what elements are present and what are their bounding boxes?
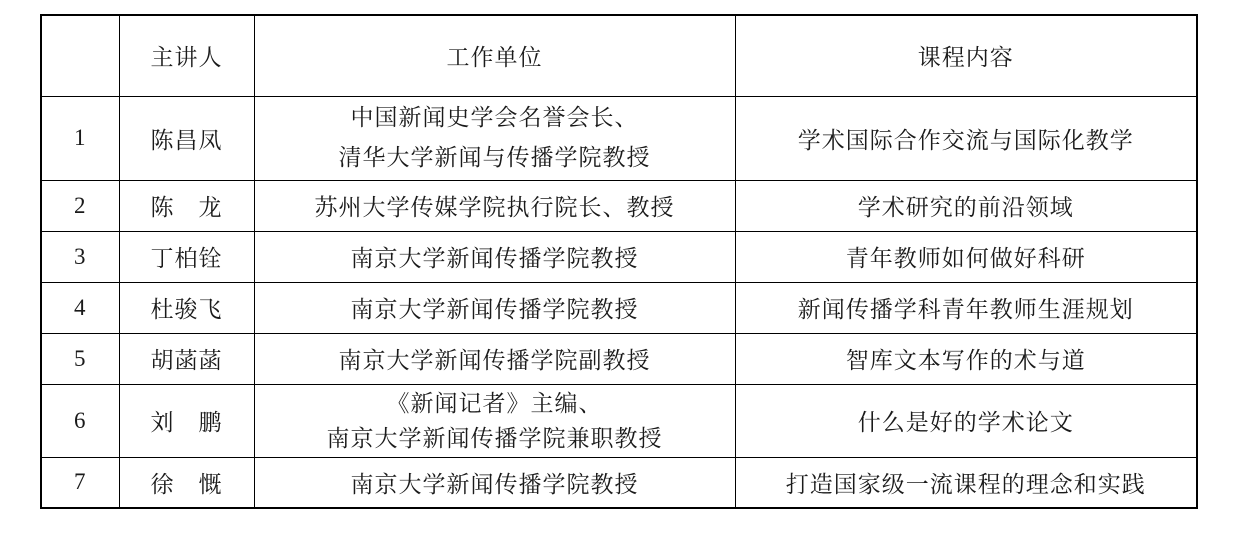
speaker-cell: 陈 龙 [119,180,254,231]
row-number-cell: 5 [41,333,119,384]
work-unit-cell: 南京大学新闻传播学院教授 [254,282,735,333]
row-number-cell: 2 [41,180,119,231]
course-content-cell: 新闻传播学科青年教师生涯规划 [735,282,1197,333]
header-course-content-cell: 课程内容 [735,15,1197,96]
table-row [41,180,1197,231]
work-unit-cell [254,96,735,180]
header-index-cell [41,15,119,96]
speaker-cell: 杜骏飞 [119,282,254,333]
course-content-cell: 智库文本写作的术与道 [735,333,1197,384]
speaker-cell: 刘 鹏 [119,384,254,457]
lecture-schedule-table [40,14,1198,509]
table-row [41,384,1197,457]
row-number-cell: 3 [41,231,119,282]
course-content-cell: 青年教师如何做好科研 [735,231,1197,282]
header-speaker-cell: 主讲人 [119,15,254,96]
work-unit-cell: 南京大学新闻传播学院副教授 [254,333,735,384]
course-content-cell: 什么是好的学术论文 [735,384,1197,457]
row-number-cell: 7 [41,457,119,508]
work-unit-line: 清华大学新闻与传播学院教授 [338,145,651,170]
table-row [41,96,1197,180]
speaker-cell: 陈昌凤 [119,96,254,180]
table-row [41,333,1197,384]
work-unit-cell: 南京大学新闻传播学院教授 [254,457,735,508]
work-unit-cell [254,384,735,457]
work-unit-line: 中国新闻史学会名誉会长、 [350,105,639,130]
row-number-cell: 4 [41,282,119,333]
table-header-row [41,15,1197,96]
speaker-cell: 丁柏铨 [119,231,254,282]
row-number-cell: 1 [41,96,119,180]
course-content-cell: 学术国际合作交流与国际化教学 [735,96,1197,180]
work-unit-cell: 南京大学新闻传播学院教授 [254,231,735,282]
header-work-unit-cell: 工作单位 [254,15,735,96]
table-row [41,457,1197,508]
speaker-cell: 胡菡菡 [119,333,254,384]
work-unit-line: 南京大学新闻传播学院兼职教授 [326,425,663,451]
speaker-cell: 徐 慨 [119,457,254,508]
course-content-cell: 学术研究的前沿领域 [735,180,1197,231]
table-row [41,282,1197,333]
work-unit-cell: 苏州大学传媒学院执行院长、教授 [254,180,735,231]
row-number-cell: 6 [41,384,119,457]
table-row [41,231,1197,282]
work-unit-line: 《新闻记者》主编、 [386,390,603,416]
course-content-cell: 打造国家级一流课程的理念和实践 [735,457,1197,508]
